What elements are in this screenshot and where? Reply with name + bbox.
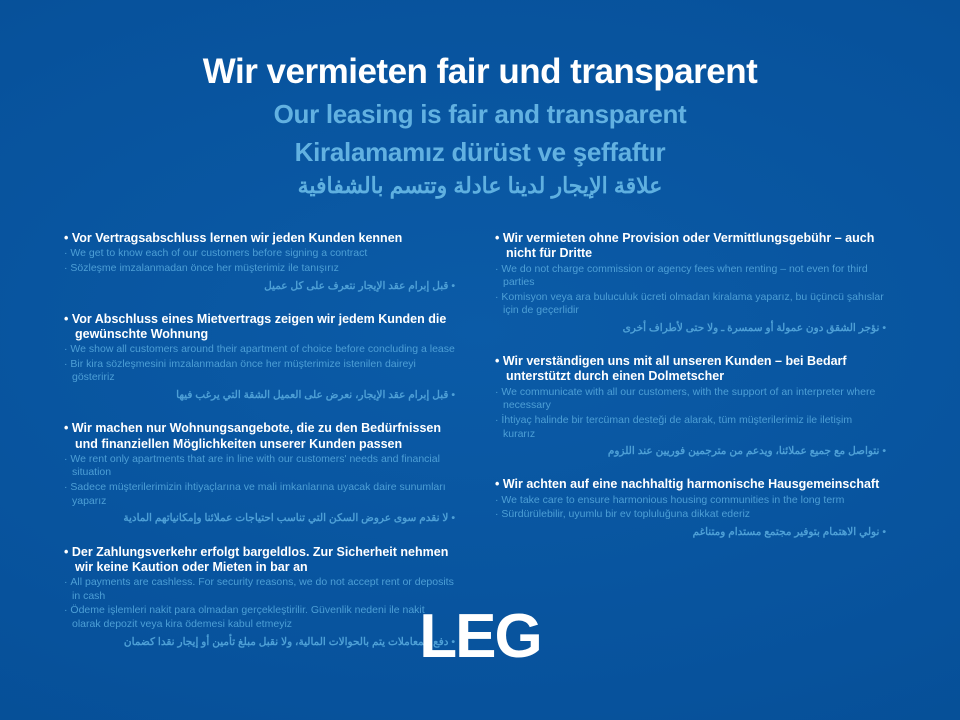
bullet-turkish: · İhtiyaç halinde bir tercüman desteği de alarak, tüm müşterilerimiz ile iletişim kurarız [495, 414, 886, 441]
bullet-arabic: • لا نقدم سوى عروض السكن التي تناسب احتياجات عملائنا وإمكانياتهم المادية [64, 511, 455, 525]
list-item [495, 477, 886, 539]
list-item [64, 231, 455, 293]
list-item [64, 312, 455, 403]
title-german: Wir vermieten fair und transparent [202, 52, 758, 91]
bullet-arabic: • نتواصل مع جميع عملائنا، ويدعم من مترجمين فوريين عند اللزوم [495, 444, 886, 458]
bullet-turkish: · Sürdürülebilir, uyumlu bir ev topluluğuna dikkat ederiz [495, 508, 886, 522]
bullet-english: · We communicate with all our customers, with the support of an interpreter where necessary [495, 386, 886, 413]
poster-header [0, 0, 960, 199]
bullet-german: • Der Zahlungsverkehr erfolgt bargeldlos. Zur Sicherheit nehmen wir keine Kaution oder Mieten in bar an [64, 545, 455, 576]
bullet-english: · We rent only apartments that are in line with our customers' needs and financial situation [64, 453, 455, 480]
leg-logo: LEG [419, 602, 541, 671]
bullet-turkish: · Sözleşme imzalanmadan önce her müşterimiz ile tanışırız [64, 262, 455, 276]
bullet-english: · All payments are cashless. For security reasons, we do not accept rent or deposits in cash [64, 576, 455, 603]
bullet-arabic: • دفع المعاملات يتم بالحوالات المالية، ولا نقبل مبلغ تأمين أو إيجار نقدا كضمان [64, 635, 455, 649]
bullet-arabic: • نولي الاهتمام بتوفير مجتمع مستدام ومتناغم [495, 525, 886, 539]
list-item [495, 231, 886, 335]
bullet-arabic: • قبل إبرام عقد الإيجار، نعرض على العميل الشقة التي يرغب فيها [64, 388, 455, 402]
right-column [495, 231, 886, 668]
bullet-turkish: · Ödeme işlemleri nakit para olmadan gerçekleştirilir. Güvenlik nedeni ile nakit olarak depozit veya kira ödemesi kabul etmeyiz [64, 604, 455, 631]
bullet-german: • Wir achten auf eine nachhaltig harmonische Hausgemeinschaft [495, 477, 886, 492]
bullet-turkish: · Bir kira sözleşmesini imzalanmadan önce her müşterimize istenilen daireyi gösteririz [64, 358, 455, 385]
title-turkish: Kiralamamız dürüst ve şeffaftır [294, 137, 666, 167]
bullet-german: • Wir vermieten ohne Provision oder Vermittlungsgebühr – auch nicht für Dritte [495, 231, 886, 262]
bullet-english: · We take care to ensure harmonious housing communities in the long term [495, 494, 886, 508]
poster-footer [0, 602, 960, 671]
bullet-english: · We do not charge commission or agency fees when renting – not even for third parties [495, 263, 886, 290]
bullet-german: • Vor Abschluss eines Mietvertrags zeigen wir jedem Kunden die gewünschte Wohnung [64, 312, 455, 343]
left-column [64, 231, 455, 668]
bullet-german: • Vor Vertragsabschluss lernen wir jeden Kunden kennen [64, 231, 455, 246]
list-item [495, 354, 886, 458]
bullet-english: · We get to know each of our customers before signing a contract [64, 247, 455, 261]
list-item [64, 421, 455, 525]
bullet-german: • Wir machen nur Wohnungsangebote, die zu den Bedürfnissen und finanziellen Möglichkeiten unserer Kunden passen [64, 421, 455, 452]
title-english: Our leasing is fair and transparent [273, 99, 687, 129]
title-arabic: علاقة الإيجار لدينا عادلة وتتسم بالشفافية [297, 173, 663, 198]
bullet-arabic: • قبل إبرام عقد الإيجار نتعرف على كل عميل [64, 279, 455, 293]
bullet-german: • Wir verständigen uns mit all unseren Kunden – bei Bedarf unterstützt durch einen Dolmetscher [495, 354, 886, 385]
bullet-turkish: · Sadece müşterilerimizin ihtiyaçlarına ve mali imkanlarına uyacak daire sunumları yaparız [64, 481, 455, 508]
bullet-turkish: · Komisyon veya ara buluculuk ücreti olmadan kiralama yaparız, bu üçüncü şahıslar için de geçerlidir [495, 291, 886, 318]
bullet-english: · We show all customers around their apartment of choice before concluding a lease [64, 343, 455, 357]
bullet-arabic: • نؤجر الشقق دون عمولة أو سمسرة ـ ولا حتى لأطراف أخرى [495, 321, 886, 335]
